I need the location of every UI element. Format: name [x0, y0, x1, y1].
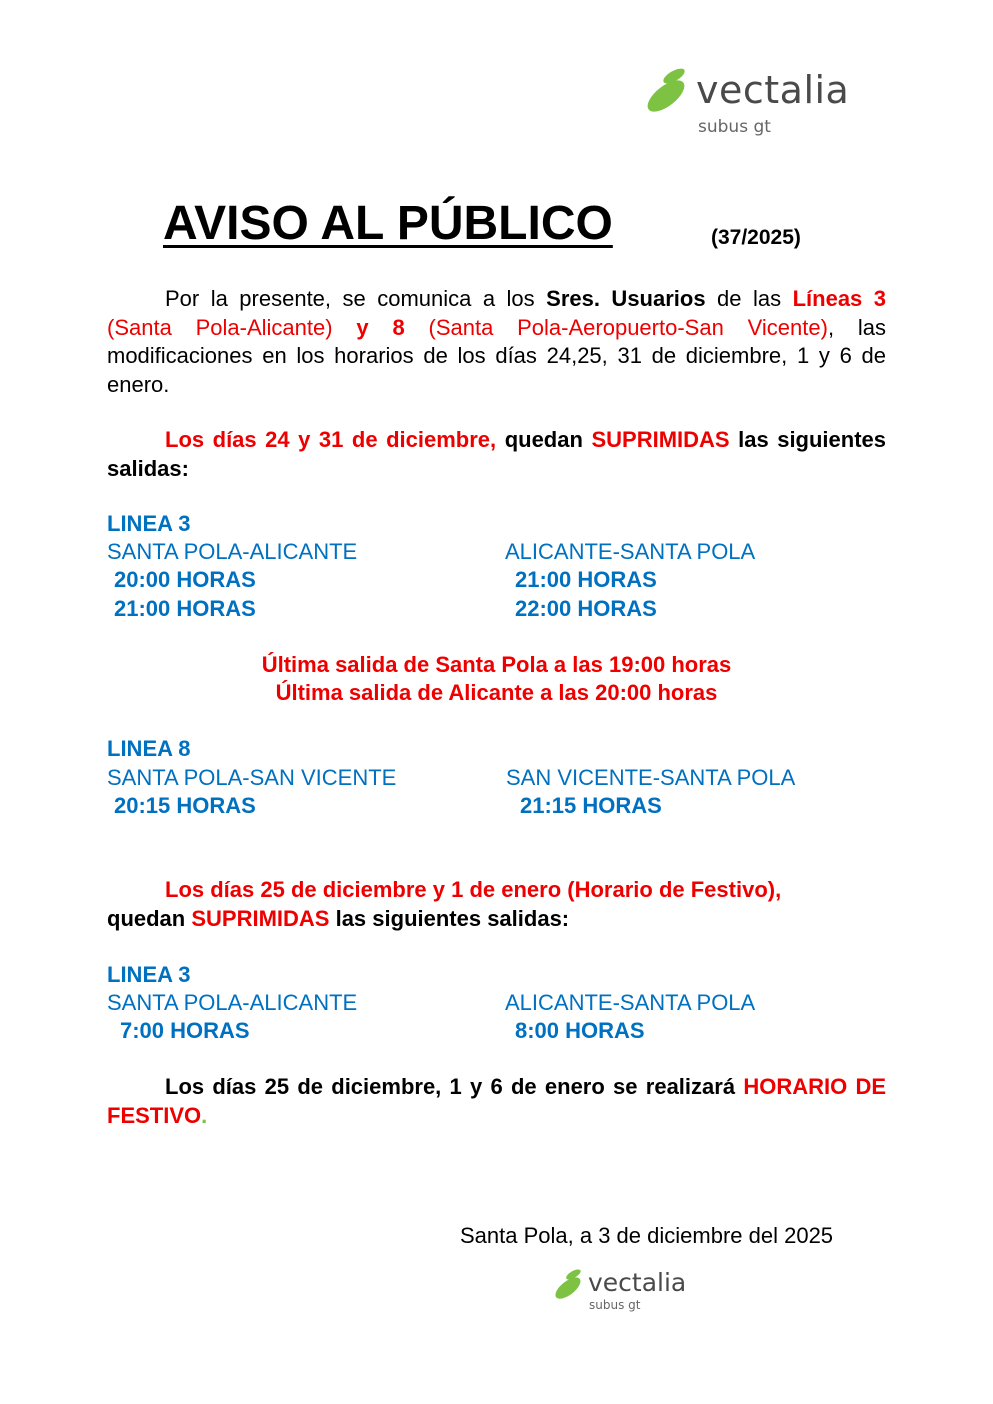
- section1-rest: las siguientes salidas:: [107, 427, 887, 481]
- intro-route8: (Santa Pola-Aeropuerto-San Vicente): [428, 314, 828, 340]
- section1-days: Los días 24 y 31 de diciembre,: [165, 427, 497, 452]
- ultima-salida-santa-pola: Última salida de Santa Pola a las 19:00 horas: [261, 652, 732, 677]
- logo-brand: vectalia: [588, 1268, 687, 1297]
- section2-days: Los días 25 de diciembre y 1 de enero (Horario de Festivo),: [165, 877, 782, 902]
- linea8-right-time: 21:15 HORAS: [520, 793, 662, 818]
- linea8-left-time: 20:15 HORAS: [114, 793, 256, 818]
- section2-paragraph: [107, 876, 886, 933]
- logo-sub: subus gt: [589, 1298, 641, 1312]
- linea8-right-route: SAN VICENTE-SANTA POLA: [506, 765, 796, 790]
- notice-code: (37/2025): [711, 226, 801, 249]
- section2-rest: las siguientes salidas:: [329, 905, 570, 931]
- linea3b-right-time: 8:00 HORAS: [515, 1018, 645, 1043]
- linea8-label: LINEA 8: [107, 736, 191, 761]
- intro-users: Sres. Usuarios: [546, 286, 706, 311]
- logo-brand: vectalia: [696, 68, 850, 112]
- intro-text-2: de las: [705, 286, 793, 311]
- linea3a-left-route: SANTA POLA-ALICANTE: [107, 539, 358, 564]
- page-title: AVISO AL PÚBLICO: [163, 197, 613, 250]
- section2-quedan: quedan: [107, 905, 192, 931]
- linea3a-label: LINEA 3: [107, 511, 191, 536]
- linea3a-left-time: 21:00 HORAS: [114, 596, 256, 621]
- section1-suprimidas: SUPRIMIDAS: [591, 427, 730, 452]
- section2-suprimidas: SUPRIMIDAS: [191, 905, 330, 931]
- linea3a-right-time: 22:00 HORAS: [515, 596, 657, 621]
- section3-festivo: HORARIO DE FESTIVO: [107, 1074, 887, 1128]
- linea3b-left-route: SANTA POLA-ALICANTE: [107, 990, 358, 1015]
- leaf-icon: [553, 1266, 587, 1302]
- logo-bottom: [553, 1266, 723, 1316]
- logo-top: [644, 64, 884, 140]
- linea3a-right-route: ALICANTE-SANTA POLA: [505, 539, 756, 564]
- intro-text-1: Por la presente, se comunica a los: [165, 286, 547, 311]
- leaf-icon: [644, 64, 694, 116]
- section1-paragraph: [107, 426, 886, 483]
- section3-text: Los días 25 de diciembre, 1 y 6 de enero se realizará: [165, 1074, 744, 1099]
- intro-paragraph: [107, 285, 886, 399]
- linea3a-right-time: 21:00 HORAS: [515, 567, 657, 592]
- logo-sub: subus gt: [698, 117, 771, 137]
- section3-paragraph: [107, 1073, 886, 1130]
- linea8-left-route: SANTA POLA-SAN VICENTE: [107, 765, 397, 790]
- place-date: Santa Pola, a 3 de diciembre del 2025: [460, 1223, 834, 1248]
- linea3b-left-time: 7:00 HORAS: [120, 1018, 250, 1043]
- intro-text-3: , las modificaciones en los horarios de los días 24,25, 31 de diciembre, 1 y 6 de enero.: [107, 314, 886, 397]
- ultima-salida-alicante: Última salida de Alicante a las 20:00 horas: [275, 680, 718, 705]
- intro-lines3: Líneas 3: [792, 286, 886, 311]
- intro-y8: y 8: [356, 314, 405, 340]
- linea3b-right-route: ALICANTE-SANTA POLA: [505, 990, 756, 1015]
- intro-route3: (Santa Pola-Alicante): [107, 314, 333, 340]
- linea3a-left-time: 20:00 HORAS: [114, 567, 256, 592]
- section3-dot: .: [201, 1102, 208, 1128]
- linea3b-label: LINEA 3: [107, 962, 191, 987]
- section1-quedan: quedan: [496, 427, 592, 452]
